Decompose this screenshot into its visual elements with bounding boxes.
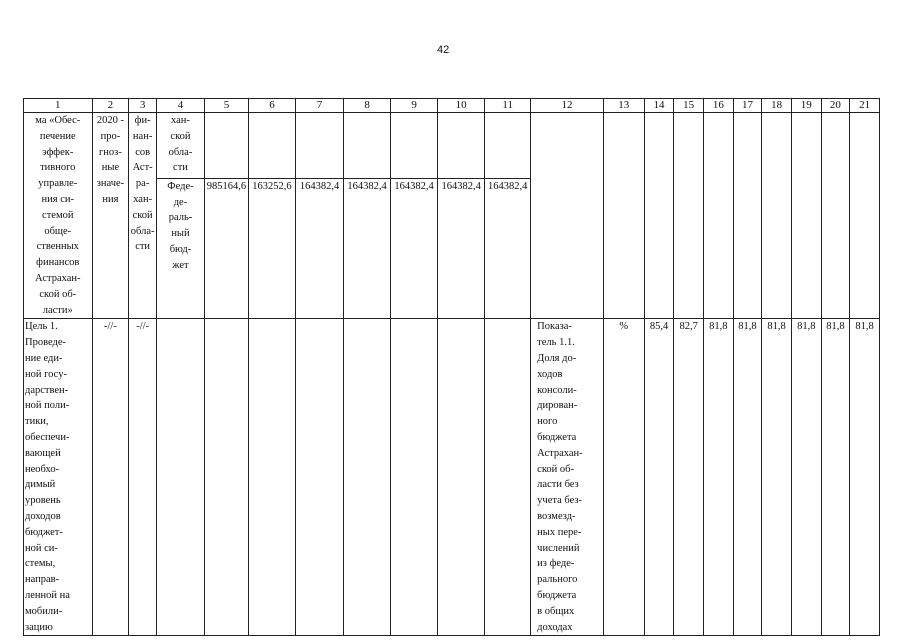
empty-cell [205,319,249,636]
amount-cell: 164382,4 [485,178,531,319]
empty-cell [644,113,674,319]
col-number: 21 [850,99,880,113]
amount-cell: 164382,4 [438,178,485,319]
empty-cell [438,319,485,636]
value-cell: 81,8 [821,319,850,636]
col-number: 14 [644,99,674,113]
col-number: 1 [24,99,93,113]
empty-cell [391,113,438,179]
amount-cell: 164382,4 [391,178,438,319]
empty-cell [156,319,204,636]
value-cell: 81,8 [733,319,762,636]
col-number: 3 [129,99,157,113]
empty-cell [704,113,734,319]
empty-cell [791,113,821,319]
empty-cell [733,113,762,319]
col-number: 11 [485,99,531,113]
page-number: 42 [437,44,450,56]
col-number: 15 [674,99,704,113]
empty-cell [485,319,531,636]
col-number: 13 [603,99,644,113]
col-number: 6 [248,99,295,113]
col-number: 17 [733,99,762,113]
table-row [24,319,880,636]
ditto-cell: -//- [129,319,157,636]
col-number: 8 [344,99,391,113]
amount-cell: 164382,4 [296,178,344,319]
col-number: 10 [438,99,485,113]
executor-cell: фи- нан- сов Аст- ра- хан- ской обла- сти [129,113,157,319]
empty-cell [438,113,485,179]
goal-cell: Цель 1. Проведе- ние еди- ной госу- дарствен- ной поли- тики, обеспечи- вающей необхо- димый уровень доходов бюджет- ной си- стемы, направ- ленной на мобили- зацию [24,319,93,636]
col-number: 12 [531,99,604,113]
period-cell: 2020 - про- гноз- ные значе- ния [92,113,129,319]
empty-cell [391,319,438,636]
col-number: 18 [762,99,792,113]
empty-cell [674,113,704,319]
empty-cell [205,113,249,179]
empty-cell [485,113,531,179]
empty-cell [344,113,391,179]
value-cell: 81,8 [762,319,792,636]
value-cell: 85,4 [644,319,674,636]
empty-cell [248,319,295,636]
empty-cell [821,113,850,319]
col-number: 4 [156,99,204,113]
funding-source-cell: Феде- де- раль- ный бюд- жет [156,178,204,319]
amount-cell: 164382,4 [344,178,391,319]
empty-cell [296,113,344,179]
column-number-row [24,99,880,113]
amount-cell: 163252,6 [248,178,295,319]
empty-cell [762,113,792,319]
program-name-cell: ма «Обес- печение эффек- тивного управле- ния си- стемой обще- ственных финансов Астрахан- ской об- ласти» [24,113,93,319]
col-number: 2 [92,99,129,113]
value-cell: 81,8 [704,319,734,636]
empty-cell [603,113,644,319]
value-cell: 82,7 [674,319,704,636]
empty-cell [344,319,391,636]
empty-cell [248,113,295,179]
col-number: 19 [791,99,821,113]
value-cell: 81,8 [850,319,880,636]
col-number: 16 [704,99,734,113]
col-number: 20 [821,99,850,113]
ditto-cell: -//- [92,319,129,636]
funding-source-cell: хан- ской обла- сти [156,113,204,179]
table-row [24,113,880,179]
col-number: 7 [296,99,344,113]
program-table [23,98,880,636]
col-number: 5 [205,99,249,113]
empty-cell [296,319,344,636]
empty-cell [850,113,880,319]
unit-cell: % [603,319,644,636]
col-number: 9 [391,99,438,113]
indicator-cell: Показа- тель 1.1. Доля до- ходов консоли- дирован- ного бюджета Астрахан- ской об- ласти без учета без- возмезд- ных пере- числений из феде- рального бюджета в общих доходах [531,319,604,636]
amount-cell: 985164,6 [205,178,249,319]
value-cell: 81,8 [791,319,821,636]
empty-cell [531,113,604,319]
